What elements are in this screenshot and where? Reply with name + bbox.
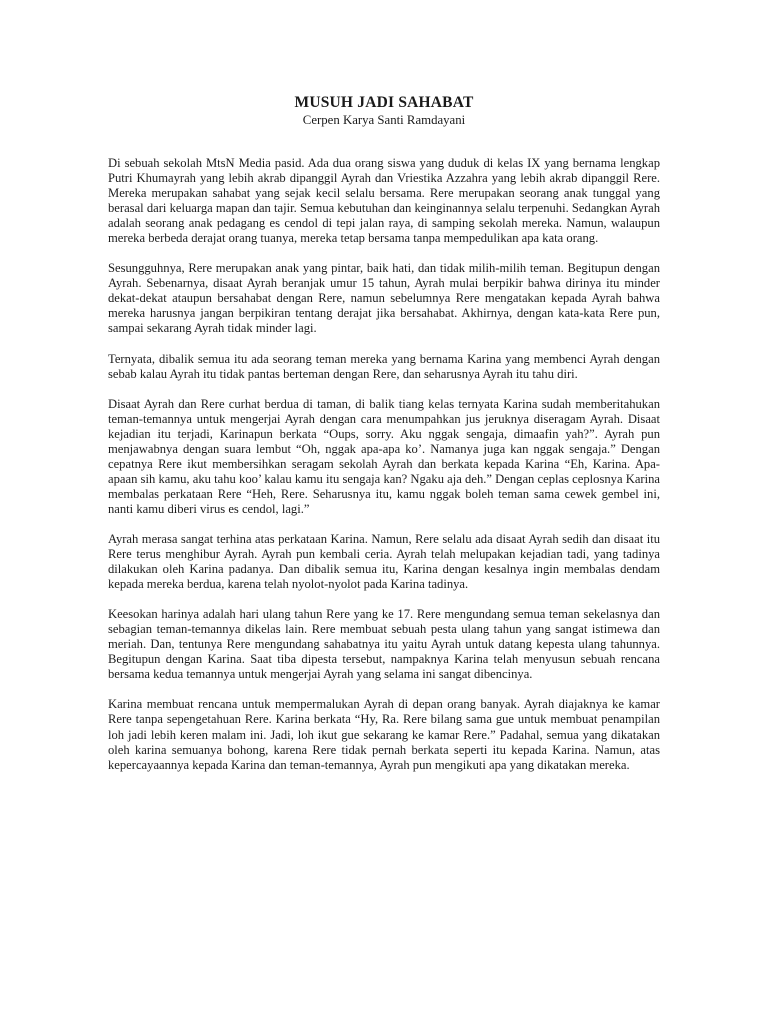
paragraph-6: Keesokan harinya adalah hari ulang tahun Rere yang ke 17. Rere mengundang semua teman sekelasnya dan sebagian teman-temannya dikelas lain. Rere membuat sebuah pesta ulang tahun yang sangat istimewa dan meriah. Dan, tentunya Rere mengundang sahabatnya itu yaitu Ayrah untuk datang kepesta ulang tahunnya. Begitupun dengan Karina. Saat tiba dipesta tersebut, nampaknya Karina telah menyusun sebuah rencana bersama kedua temannya untuk mengerjai Ayrah yang selama ini sangat dibencinya.	[108, 607, 660, 682]
paragraph-7: Karina membuat rencana untuk mempermalukan Ayrah di depan orang banyak. Ayrah diajaknya ke kamar Rere tanpa sepengetahuan Rere. Karina berkata “Hy, Ra. Rere bilang sama gue untuk membuat penampilan loh jadi lebih keren malam ini. Jadi, loh ikut gue sekarang ke kamar Rere.” Padahal, semua yang dikatakan oleh karina semuanya bohong, karena Rere tidak pernah berkata seperti itu kepada Karina. Namun, atas kepercayaannya kepada Karina dan teman-temannya, Ayrah pun mengikuti apa yang dikatakan mereka.	[108, 697, 660, 772]
paragraph-5: Ayrah merasa sangat terhina atas perkataan Karina. Namun, Rere selalu ada disaat Ayrah sedih dan disaat itu Rere terus menghibur Ayrah. Ayrah pun kembali ceria. Ayrah telah melupakan kejadian tadi, yang tadinya dilakukan oleh Karina padanya. Dan dibalik semua itu, Karina dengan kesalnya ingin membalas dendam kepada mereka berdua, karena telah nyolot-nyolot pada Karina tadinya.	[108, 531, 660, 592]
document-header	[0, 94, 768, 129]
document-body	[108, 156, 660, 788]
paragraph-4: Disaat Ayrah dan Rere curhat berdua di taman, di balik tiang kelas ternyata Karina sudah memberitahukan teman-temannya untuk mengerjai Ayrah dengan cara menumpahkan jus jeruknya diseragam Ayrah. Disaat kejadian itu terjadi, Karinapun berkata “Oups, sorry. Aku nggak sengaja, dimaafin yah?”. Ayrah pun menjawabnya dengan suara lembut “Oh, nggak apa-apa ko’. Namanya juga kan nggak sengaja.” Dengan cepatnya Rere ikut membersihkan seragam sekolah Ayrah dan berkata kepada Karina “Eh, Karina. Apa-apaan sih kamu, aku tahu koo’ kalau kamu itu sengaja kan? Ngaku aja deh.” Dengan ceplas ceplosnya Karina membalas perkataan Rere “Heh, Rere. Seharusnya itu, kamu nggak boleh teman sama cewek gembel ini, nanti kamu diberi virus es cendol, lagi.”	[108, 396, 660, 516]
document-title: MUSUH JADI SAHABAT	[294, 94, 474, 111]
paragraph-2: Sesungguhnya, Rere merupakan anak yang pintar, baik hati, dan tidak milih-milih teman. Begitupun dengan Ayrah. Sebenarnya, disaat Ayrah beranjak umur 15 tahun, Ayrah mulai berpikir bahwa dirinya itu minder dekat-dekat ataupun bersahabat dengan Rere, namun sebelumnya Rere mengatakan kepada Ayrah bahwa mereka harusnya jangan berpikiran tentang derajat jika bersahabat. Akhirnya, dengan kata-kata Rere pun, sampai sekarang Ayrah tidak minder lagi.	[108, 261, 660, 336]
paragraph-1: Di sebuah sekolah MtsN Media pasid. Ada dua orang siswa yang duduk di kelas IX yang bernama lengkap Putri Khumayrah yang lebih akrab dipanggil Ayrah dan Vriestika Azzahra yang lebih akrab dipanggil Rere. Mereka merupakan sahabat yang sejak kecil selalu bersama. Rere merupakan seorang anak tunggal yang berasal dari keluarga mapan dan tajir. Semua kebutuhan dan keinginannya selalu terpenuhi. Sedangkan Ayrah adalah seorang anak pedagang es cendol di tepi jalan raya, di samping sekolah mereka. Namun, walaupun mereka berbeda derajat orang tuanya, mereka tetap bersama tanpa mempedulikan apa kata orang.	[108, 156, 660, 246]
document-subtitle: Cerpen Karya Santi Ramdayani	[302, 113, 466, 127]
paragraph-3: Ternyata, dibalik semua itu ada seorang teman mereka yang bernama Karina yang membenci Ayrah dengan sebab kalau Ayrah itu tidak pantas berteman dengan Rere, dan seharusnya Ayrah itu tahu diri.	[108, 351, 660, 381]
